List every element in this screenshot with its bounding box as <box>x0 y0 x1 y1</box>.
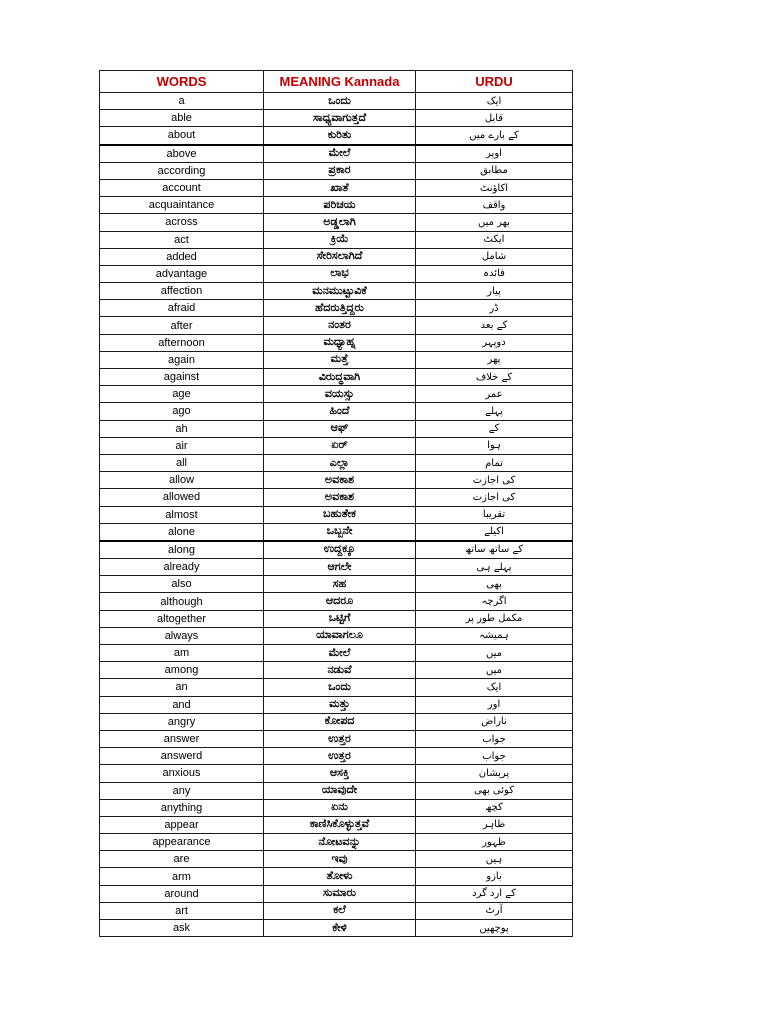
urdu-cell: آرٹ <box>416 902 573 919</box>
word-cell: ask <box>100 920 264 937</box>
word-cell: appear <box>100 816 264 833</box>
word-cell: anything <box>100 799 264 816</box>
word-cell: although <box>100 593 264 610</box>
word-cell: ago <box>100 403 264 420</box>
kannada-cell: ಮೇಲೆ <box>264 145 416 163</box>
table-row <box>100 662 573 679</box>
urdu-cell: ہیں <box>416 851 573 868</box>
kannada-cell: ಪರಿಚಯ <box>264 197 416 214</box>
table-row <box>100 576 573 593</box>
word-cell: against <box>100 369 264 386</box>
word-cell: afternoon <box>100 334 264 351</box>
table-row <box>100 816 573 833</box>
kannada-cell: ಹೆದರುತ್ತಿದ್ದರು <box>264 300 416 317</box>
kannada-cell: ಒಂದು <box>264 679 416 696</box>
kannada-cell: ಸೇರಿಸಲಾಗಿದೆ <box>264 248 416 265</box>
table-row <box>100 748 573 765</box>
table-row <box>100 799 573 816</box>
kannada-cell: ಲಾಭ <box>264 265 416 282</box>
word-cell: afraid <box>100 300 264 317</box>
table-row <box>100 541 573 559</box>
table-row <box>100 627 573 644</box>
table-row <box>100 902 573 919</box>
urdu-cell: واقف <box>416 197 573 214</box>
word-cell: are <box>100 851 264 868</box>
urdu-cell: مکمل طور پر <box>416 610 573 627</box>
urdu-cell: اور <box>416 696 573 713</box>
kannada-cell: ಉದ್ದಕ್ಕೂ <box>264 541 416 559</box>
urdu-cell: کچھ <box>416 799 573 816</box>
word-cell: altogether <box>100 610 264 627</box>
table-row <box>100 317 573 334</box>
urdu-cell: اوپر <box>416 145 573 163</box>
table-row <box>100 248 573 265</box>
table-row <box>100 679 573 696</box>
urdu-cell: مطابق <box>416 162 573 179</box>
table-row <box>100 610 573 627</box>
vocabulary-table <box>99 70 573 937</box>
kannada-cell: ಕುರಿತು <box>264 127 416 145</box>
urdu-cell: کی اجازت <box>416 472 573 489</box>
word-cell: air <box>100 437 264 454</box>
word-cell: anxious <box>100 765 264 782</box>
word-cell: act <box>100 231 264 248</box>
urdu-cell: ظاہر <box>416 816 573 833</box>
kannada-cell: ಪ್ರಕಾರ <box>264 162 416 179</box>
kannada-cell: ಒಂದು <box>264 93 416 110</box>
kannada-cell: ಮೇಲೆ <box>264 645 416 662</box>
kannada-cell: ಸುಮಾರು <box>264 885 416 902</box>
urdu-cell: جواب <box>416 748 573 765</box>
urdu-cell: کے ساتھ ساتھ <box>416 541 573 559</box>
kannada-cell: ಉತ್ತರ <box>264 748 416 765</box>
kannada-cell: ಕೇಳಿ <box>264 920 416 937</box>
urdu-cell: کی اجازت <box>416 489 573 506</box>
table-body <box>100 93 573 937</box>
word-cell: according <box>100 162 264 179</box>
word-cell: also <box>100 576 264 593</box>
urdu-cell: فائدہ <box>416 265 573 282</box>
urdu-cell: ہوا <box>416 437 573 454</box>
urdu-cell: ڈر <box>416 300 573 317</box>
urdu-cell: کے ارد گرد <box>416 885 573 902</box>
word-cell: allow <box>100 472 264 489</box>
kannada-cell: ನೋಟವನ್ನು <box>264 834 416 851</box>
word-cell: account <box>100 179 264 196</box>
kannada-cell: ಆಗಲೇ <box>264 559 416 576</box>
kannada-cell: ಎಲ್ಲಾ <box>264 454 416 471</box>
table-row <box>100 351 573 368</box>
kannada-cell: ಏನು <box>264 799 416 816</box>
table-row <box>100 179 573 196</box>
word-cell: almost <box>100 506 264 523</box>
urdu-cell: عمر <box>416 386 573 403</box>
table-row <box>100 696 573 713</box>
word-cell: alone <box>100 523 264 541</box>
urdu-cell: جواب <box>416 730 573 747</box>
table-row <box>100 593 573 610</box>
urdu-cell: اگرچہ <box>416 593 573 610</box>
word-cell: allowed <box>100 489 264 506</box>
word-cell: am <box>100 645 264 662</box>
kannada-cell: ಅವಕಾಶ <box>264 472 416 489</box>
word-cell: able <box>100 110 264 127</box>
kannada-cell: ಸಾಧ್ಯವಾಗುತ್ತದೆ <box>264 110 416 127</box>
urdu-cell: اکاؤنٹ <box>416 179 573 196</box>
word-cell: appearance <box>100 834 264 851</box>
urdu-cell: تمام <box>416 454 573 471</box>
urdu-cell: ہمیشہ <box>416 627 573 644</box>
table-row <box>100 851 573 868</box>
table-row <box>100 300 573 317</box>
table-row <box>100 765 573 782</box>
table-row <box>100 127 573 145</box>
kannada-cell: ಕಲೆ <box>264 902 416 919</box>
table-row <box>100 283 573 300</box>
table-row <box>100 334 573 351</box>
table-row <box>100 145 573 163</box>
kannada-cell: ಆಫ್ <box>264 420 416 437</box>
table-row <box>100 265 573 282</box>
urdu-cell: تقریبا <box>416 506 573 523</box>
kannada-cell: ಆದರೂ <box>264 593 416 610</box>
kannada-cell: ಉತ್ತರ <box>264 730 416 747</box>
table-row <box>100 454 573 471</box>
kannada-cell: ಇವು <box>264 851 416 868</box>
word-cell: age <box>100 386 264 403</box>
kannada-cell: ಕೋಪದ <box>264 713 416 730</box>
kannada-cell: ನಡುವೆ <box>264 662 416 679</box>
urdu-cell: ظہور <box>416 834 573 851</box>
urdu-cell: میں <box>416 662 573 679</box>
table-row <box>100 420 573 437</box>
table-row <box>100 782 573 799</box>
word-cell: answer <box>100 730 264 747</box>
word-cell: ah <box>100 420 264 437</box>
table-row <box>100 885 573 902</box>
urdu-cell: بھر میں <box>416 214 573 231</box>
kannada-cell: ಮತ್ತೆ <box>264 351 416 368</box>
word-cell: above <box>100 145 264 163</box>
table-row <box>100 489 573 506</box>
table-header-row <box>100 71 573 93</box>
table-row <box>100 730 573 747</box>
word-cell: about <box>100 127 264 145</box>
table-row <box>100 437 573 454</box>
urdu-cell: شامل <box>416 248 573 265</box>
kannada-cell: ತೋಳು <box>264 868 416 885</box>
urdu-cell: ایکٹ <box>416 231 573 248</box>
word-cell: again <box>100 351 264 368</box>
table-row <box>100 162 573 179</box>
table-row <box>100 197 573 214</box>
table-row <box>100 523 573 541</box>
kannada-cell: ಖಾತೆ <box>264 179 416 196</box>
word-cell: arm <box>100 868 264 885</box>
kannada-cell: ಕ್ರಿಯೆ <box>264 231 416 248</box>
table-row <box>100 559 573 576</box>
table-row <box>100 369 573 386</box>
urdu-cell: پوچھیں <box>416 920 573 937</box>
kannada-cell: ನಂತರ <box>264 317 416 334</box>
kannada-cell: ಕಾಣಿಸಿಕೊಳ್ಳುತ್ತವೆ <box>264 816 416 833</box>
table-row <box>100 403 573 420</box>
urdu-cell: پیار <box>416 283 573 300</box>
table-row <box>100 713 573 730</box>
table-row <box>100 110 573 127</box>
table-row <box>100 834 573 851</box>
table-row <box>100 386 573 403</box>
header-kannada: MEANING Kannada <box>264 71 416 93</box>
urdu-cell: اکیلے <box>416 523 573 541</box>
word-cell: acquaintance <box>100 197 264 214</box>
urdu-cell: ناراض <box>416 713 573 730</box>
kannada-cell: ಹಿಂದೆ <box>264 403 416 420</box>
table-row <box>100 214 573 231</box>
header-words: WORDS <box>100 71 264 93</box>
word-cell: art <box>100 902 264 919</box>
kannada-cell: ಸಹ <box>264 576 416 593</box>
urdu-cell: ایک <box>416 679 573 696</box>
urdu-cell: کے خلاف <box>416 369 573 386</box>
word-cell: and <box>100 696 264 713</box>
urdu-cell: ایک <box>416 93 573 110</box>
urdu-cell: پہلے <box>416 403 573 420</box>
kannada-cell: ಒಟ್ಟಿಗೆ <box>264 610 416 627</box>
word-cell: a <box>100 93 264 110</box>
urdu-cell: کے <box>416 420 573 437</box>
word-cell: angry <box>100 713 264 730</box>
urdu-cell: پریشان <box>416 765 573 782</box>
kannada-cell: ಮತ್ತು <box>264 696 416 713</box>
word-cell: affection <box>100 283 264 300</box>
urdu-cell: قابل <box>416 110 573 127</box>
urdu-cell: پھر <box>416 351 573 368</box>
urdu-cell: بازو <box>416 868 573 885</box>
table-row <box>100 93 573 110</box>
table-row <box>100 472 573 489</box>
kannada-cell: ವಯಸ್ಸು <box>264 386 416 403</box>
kannada-cell: ವಿರುದ್ಧವಾಗಿ <box>264 369 416 386</box>
kannada-cell: ಆಸಕ್ತಿ <box>264 765 416 782</box>
urdu-cell: پہلے ہی <box>416 559 573 576</box>
word-cell: an <box>100 679 264 696</box>
table-row <box>100 645 573 662</box>
word-cell: answerd <box>100 748 264 765</box>
kannada-cell: ಮಧ್ಯಾಹ್ನ <box>264 334 416 351</box>
kannada-cell: ಅವಕಾಶ <box>264 489 416 506</box>
urdu-cell: کے بارے میں <box>416 127 573 145</box>
word-cell: among <box>100 662 264 679</box>
kannada-cell: ಯಾವುದೇ <box>264 782 416 799</box>
word-cell: any <box>100 782 264 799</box>
kannada-cell: ಯಾವಾಗಲೂ <box>264 627 416 644</box>
kannada-cell: ಅಡ್ಡಲಾಗಿ <box>264 214 416 231</box>
word-cell: around <box>100 885 264 902</box>
urdu-cell: کے بعد <box>416 317 573 334</box>
word-cell: all <box>100 454 264 471</box>
table-row <box>100 231 573 248</box>
table-row <box>100 506 573 523</box>
urdu-cell: بھی <box>416 576 573 593</box>
urdu-cell: دوپہر <box>416 334 573 351</box>
word-cell: always <box>100 627 264 644</box>
word-cell: across <box>100 214 264 231</box>
header-urdu: URDU <box>416 71 573 93</box>
kannada-cell: ಬಹುತೇಕ <box>264 506 416 523</box>
word-cell: after <box>100 317 264 334</box>
urdu-cell: کوئی بھی <box>416 782 573 799</box>
kannada-cell: ಮನಮುಟ್ಟುವಿಕೆ <box>264 283 416 300</box>
word-cell: added <box>100 248 264 265</box>
table-row <box>100 868 573 885</box>
kannada-cell: ಒಬ್ಬನೇ <box>264 523 416 541</box>
urdu-cell: میں <box>416 645 573 662</box>
word-cell: already <box>100 559 264 576</box>
word-cell: along <box>100 541 264 559</box>
word-cell: advantage <box>100 265 264 282</box>
kannada-cell: ಏರ್ <box>264 437 416 454</box>
table-row <box>100 920 573 937</box>
